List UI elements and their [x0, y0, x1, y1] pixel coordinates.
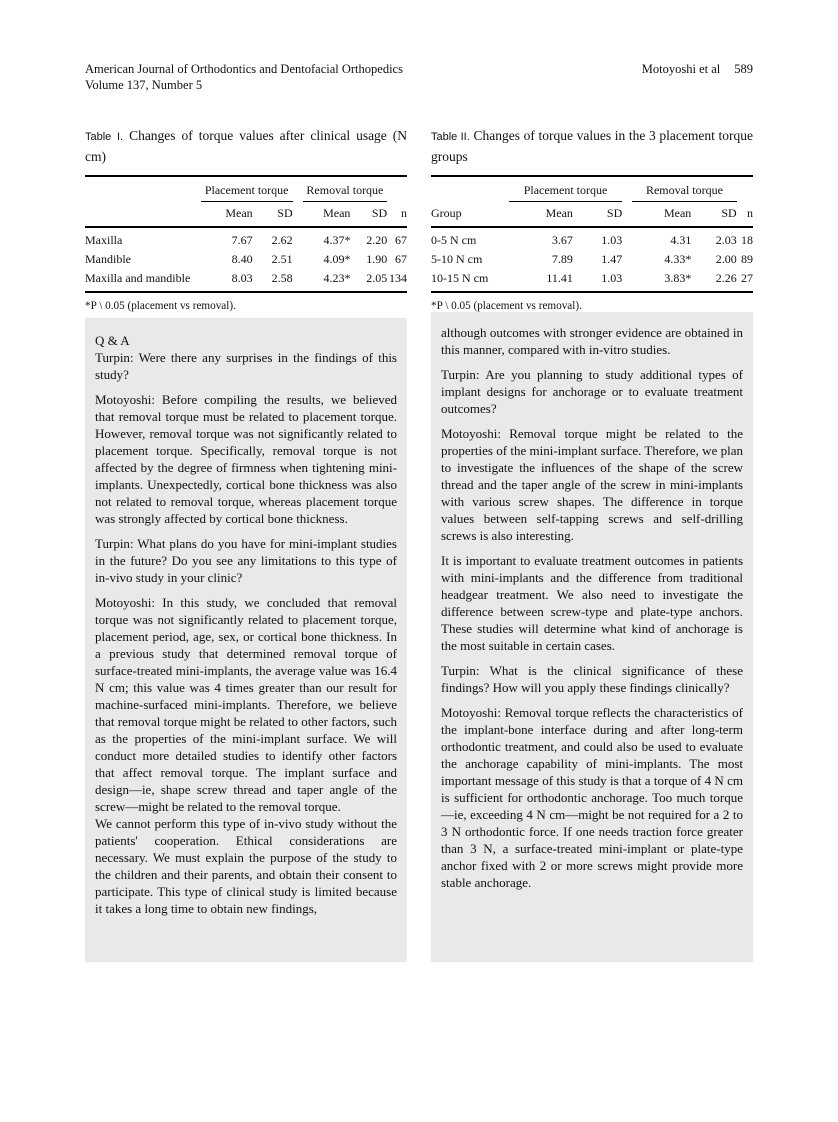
table2-label: Table II.: [431, 131, 470, 143]
row-label: 0-5 N cm: [431, 233, 477, 247]
table2-n-blank: [737, 176, 753, 202]
page-header: [85, 61, 753, 93]
cell-placement-sd: 1.03: [573, 269, 622, 292]
cell-n: 134: [387, 269, 407, 292]
qa-paragraph: although outcomes with stronger evidence are obtained in this manner, compared with in-vitro studies.: [441, 325, 743, 357]
qa-heading: Q & A: [95, 333, 130, 348]
row-label: Maxilla and mandible: [85, 269, 201, 292]
table1-removal-group-header: Removal torque: [303, 176, 388, 202]
table1-label: Table I.: [85, 131, 124, 143]
row-label: 10-15 N cm: [431, 269, 509, 292]
table1-col-n: n: [387, 202, 407, 228]
table-row: [85, 250, 407, 269]
cell-removal-sd: 2.20: [366, 233, 388, 247]
cell-placement-sd: 1.47: [601, 252, 623, 266]
table1-col-sd1: SD: [253, 202, 293, 228]
cell-n: 67: [395, 233, 407, 247]
table1-section: [85, 126, 407, 313]
cell-removal-sd: 1.90: [366, 252, 388, 266]
qa-box-left: [85, 318, 407, 962]
journal-volume: Volume 137, Number 5: [85, 78, 203, 92]
table-row: [431, 227, 753, 250]
table1-group-header-row: [85, 176, 407, 202]
cell-placement-mean: 8.03: [201, 269, 253, 292]
cell-placement-sd: 2.51: [271, 252, 293, 266]
table2-section: [431, 126, 753, 313]
table2-col-n: n: [737, 202, 753, 228]
cell-placement-mean: 7.67: [231, 233, 253, 247]
table1-footnote: *P \ 0.05 (placement vs removal).: [85, 300, 236, 312]
cell-removal-mean: 4.23*: [303, 269, 351, 292]
authors-name: Motoyoshi et al: [641, 62, 721, 76]
table2-placement-group-header: Placement torque: [509, 176, 622, 202]
table2-removal-group-header: Removal torque: [632, 176, 736, 202]
table2-spacer: [622, 176, 632, 202]
spacer-cell: [622, 227, 632, 250]
spacer-cell: [293, 227, 303, 250]
journal-title: American Journal of Orthodontics and Dentofacial Orthopedics: [85, 62, 403, 76]
table-row: [85, 269, 407, 292]
table1-col-mean1: Mean: [201, 202, 253, 228]
spacer-cell: [293, 250, 303, 269]
qa-paragraph: Turpin: What plans do you have for mini-implant studies in the future? Do you see any limitations to this type of in-vivo study in your clinic?: [95, 536, 397, 585]
row-label: 5-10 N cm: [431, 252, 483, 266]
table-row: [85, 227, 407, 250]
cell-placement-mean: 8.40: [231, 252, 253, 266]
table2: [431, 175, 753, 293]
table1-spacer: [293, 176, 303, 202]
cell-placement-sd: 2.58: [253, 269, 293, 292]
qa-paragraph: Motoyoshi: In this study, we concluded that removal torque was not significantly related to placement torque, placement period, age, sex, or cortical bone thickness. In a previous study that determined removal torque of surface-treated mini-implants, the average value was 16.4 N cm; this value was 4 times greater than our result for machine-surfaced mini-implants. Therefore, we believe that removal torque might be related to other factors, such as the properties of the mini-implant surface. We will conduct more detailed studies to identify other factors that affect removal torque. The implant surface and design—ie, shape screw thread and taper angle of the screw—might be related to the removal torque.: [95, 595, 397, 814]
page-number: 589: [734, 62, 753, 76]
qa-box-right: [431, 312, 753, 962]
spacer-cell: [293, 269, 303, 292]
cell-placement-mean: 3.67: [551, 233, 573, 247]
table1-caption: [85, 126, 407, 166]
table2-col-mean2: Mean: [632, 202, 691, 228]
table2-group-header-row: [431, 176, 753, 202]
table1-n-blank: [387, 176, 407, 202]
cell-placement-sd: 1.03: [601, 233, 623, 247]
cell-n: 18: [741, 233, 753, 247]
qa-paragraph: Turpin: Were there any surprises in the findings of this study?: [95, 350, 397, 382]
cell-removal-mean: 4.37*: [323, 233, 351, 247]
table2-col-sd2: SD: [691, 202, 736, 228]
cell-n: 27: [737, 269, 753, 292]
cell-placement-mean: 11.41: [509, 269, 573, 292]
spacer-cell: [622, 250, 632, 269]
table2-col-mean1: Mean: [509, 202, 573, 228]
cell-removal-mean: 3.83*: [632, 269, 691, 292]
cell-removal-mean: 4.33*: [664, 252, 692, 266]
table-row: [431, 269, 753, 292]
cell-removal-sd: 2.03: [715, 233, 737, 247]
journal-info: [85, 61, 403, 93]
table2-subheader-row: [431, 202, 753, 228]
row-label: Mandible: [85, 252, 131, 266]
table1-subheader-row: [85, 202, 407, 228]
table1-col-mean2: Mean: [303, 202, 351, 228]
table1-spacer: [293, 202, 303, 228]
cell-removal-sd: 2.00: [715, 252, 737, 266]
table1-caption-text: Changes of torque values after clinical usage (N cm): [85, 128, 408, 164]
cell-removal-mean: 4.31: [670, 233, 692, 247]
qa-paragraph: Motoyoshi: Before compiling the results, we believed that removal torque must be related to placement torque. However, removal torque was not significantly related to placement torque. Specifically, removal torque is not affected by the degree of firmness when tightening mini-implants. Unexpectedly, cortical bone thickness was also not related to removal torque, whereas placement torque was strongly affected by cortical bone thickness.: [95, 392, 397, 526]
qa-paragraph: We cannot perform this type of in-vivo study without the patients' cooperation. Ethical considerations are necessary. We must explain the purpose of the study to the children and their parents, and obtain their consent to participate. This type of clinical study is limited because it takes a long time to obtain new findings,: [95, 816, 397, 916]
table-row: [431, 250, 753, 269]
running-head-right: [642, 61, 753, 77]
table2-caption-text: Changes of torque values in the 3 placement torque groups: [431, 128, 754, 164]
cell-n: 67: [395, 252, 407, 266]
table2-footnote: *P \ 0.05 (placement vs removal).: [431, 300, 582, 312]
spacer-cell: [622, 269, 632, 292]
cell-placement-sd: 2.62: [271, 233, 293, 247]
cell-removal-sd: 2.26: [691, 269, 736, 292]
table1-placement-group-header: Placement torque: [201, 176, 293, 202]
table2-stub-header: Group: [431, 202, 509, 228]
table2-caption: [431, 126, 753, 166]
qa-paragraph: It is important to evaluate treatment outcomes in patients with mini-implants and the difference from traditional headgear treatment. We also need to investigate the difference between screw-type and plate-type anchors. These studies will determine what kind of anchorage is the most suitable in certain cases.: [441, 553, 743, 653]
qa-paragraph: Motoyoshi: Removal torque might be related to the properties of the mini-implant surface. Therefore, we plan to investigate the influences of the shape of the screw thread and the taper angle of the screw in mini-implants with various screw shapes. The difference in torque values between self-tapping screws and self-drilling screws is also interesting.: [441, 426, 743, 543]
table1-stub-header: [85, 202, 201, 228]
qa-paragraph: Turpin: What is the clinical significance of these findings? How will you apply these findings clinically?: [441, 663, 743, 695]
cell-placement-mean: 7.89: [551, 252, 573, 266]
qa-paragraph: Turpin: Are you planning to study additional types of implant designs for anchorage or to evaluate treatment outcomes?: [441, 367, 743, 416]
table2-spacer: [622, 202, 632, 228]
cell-n: 89: [741, 252, 753, 266]
qa-paragraph: Motoyoshi: Removal torque reflects the characteristics of the implant-bone interface during and after long-term orthodontic treatment, and could also be used to evaluate the anchorage capability of mini-implants. The most important message of this study is that a torque of 4 N cm is sufficient for orthodontic anchorage. Too much torque—ie, exceeding 4 N cm—might be not required for a 2 to 3 N orthodontic force. If one needs traction force greater than 3 N, a surface-treated mini-implant or plate-type anchor fixed with 2 or more screws might provide more stable anchorage.: [441, 705, 743, 890]
table1: [85, 175, 407, 293]
cell-removal-mean: 4.09*: [323, 252, 351, 266]
table1-stub-blank: [85, 176, 201, 202]
table2-col-sd1: SD: [573, 202, 622, 228]
row-label: Maxilla: [85, 233, 123, 247]
table2-stub-blank: [431, 176, 509, 202]
table1-col-sd2: SD: [350, 202, 387, 228]
cell-removal-sd: 2.05: [350, 269, 387, 292]
